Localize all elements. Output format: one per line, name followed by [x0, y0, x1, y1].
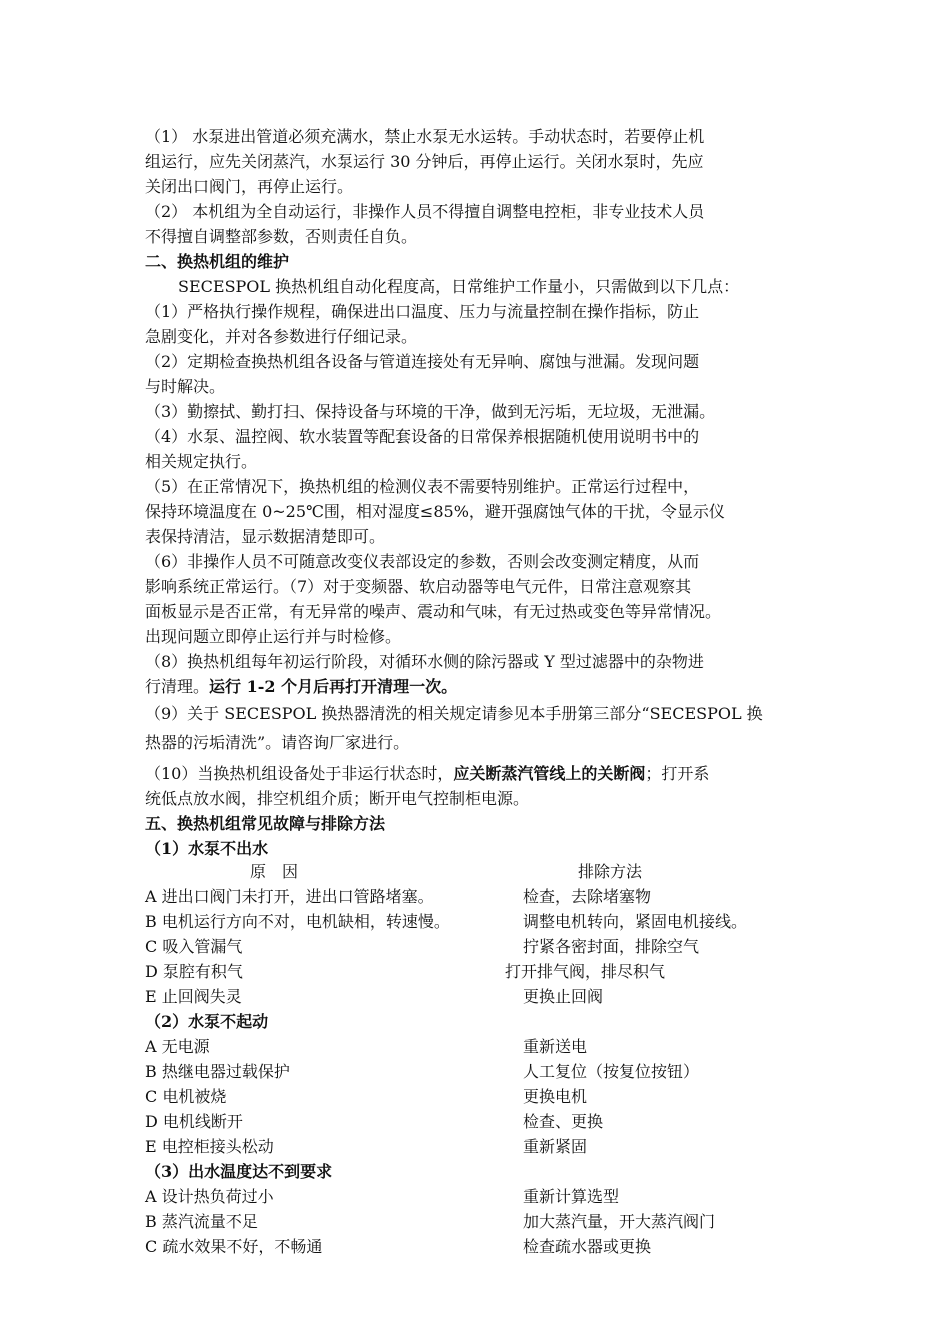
paragraph-line: 组运行，应先关闭蒸汽，水泵运行 30 分钟后，再停止运行。关闭水泵时，先应: [145, 152, 704, 171]
paragraph-line: （5）在正常情况下，换热机组的检测仪表不需要特别维护。正常运行过程中，: [145, 477, 700, 496]
fault-cause: B 蒸汽流量不足: [145, 1212, 258, 1231]
fault-cause: C 吸入管漏气: [145, 937, 243, 956]
fault-cause: A 进出口阀门未打开，进出口管路堵塞。: [145, 887, 434, 906]
subsection-title: （3）出水温度达不到要求: [145, 1162, 333, 1181]
fault-cause: A 无电源: [145, 1037, 210, 1056]
fault-cause: D 泵腔有积气: [145, 962, 243, 981]
paragraph-line: （1） 水泵进出管道必须充满水，禁止水泵无水运转。手动状态时，若要停止机: [145, 127, 705, 146]
paragraph-line: （2） 本机组为全自动运行，非操作人员不得擅自调整电控柜，非专业技术人员: [145, 202, 705, 221]
paragraph-line: 影响系统正常运行。（7）对于变频器、软启动器等电气元件，日常注意观察其: [145, 577, 692, 596]
paragraph-line: 表保持清洁，显示数据清楚即可。: [145, 527, 386, 546]
fault-fix: 加大蒸汽量，开大蒸汽阀门: [523, 1212, 716, 1231]
fault-fix: 重新送电: [523, 1037, 588, 1056]
paragraph-line: 热器的污垢清洗”。请咨询厂家进行。: [145, 733, 410, 752]
paragraph-text: ；打开系: [645, 764, 710, 783]
paragraph-line: 关闭出口阀门，再停止运行。: [145, 177, 354, 196]
paragraph-line: 出现问题立即停止运行并与时检修。: [145, 627, 402, 646]
paragraph-text: 行清理。: [145, 677, 210, 696]
fault-fix: 更换止回阀: [523, 987, 604, 1006]
fault-cause: E 电控柜接头松动: [145, 1137, 274, 1156]
fault-cause: C 电机被烧: [145, 1087, 227, 1106]
paragraph-line: 不得擅自调整部参数，否则责任自负。: [145, 227, 418, 246]
subsection-title: （1）水泵不出水: [145, 839, 269, 858]
fault-fix: 调整电机转向，紧固电机接线。: [523, 912, 748, 931]
paragraph-line: 急剧变化，并对各参数进行仔细记录。: [145, 327, 418, 346]
paragraph-line: （3）勤擦拭、勤打扫、保持设备与环境的干净，做到无污垢，无垃圾，无泄漏。: [145, 402, 716, 421]
column-header-cause: 原 因: [250, 862, 299, 881]
fault-fix: 人工复位（按复位按钮）: [523, 1062, 700, 1081]
fault-cause: B 热继电器过载保护: [145, 1062, 290, 1081]
fault-fix: 检查、更换: [523, 1112, 604, 1131]
fault-fix: 拧紧各密封面，排除空气: [523, 937, 700, 956]
paragraph-line: 保持环境温度在 0~25℃围，相对湿度≤85%，避开强腐蚀气体的干扰，令显示仪: [145, 502, 725, 521]
paragraph-line: （1）严格执行操作规程，确保进出口温度、压力与流量控制在操作指标，防止: [145, 302, 700, 321]
fault-fix: 检查，去除堵塞物: [523, 887, 652, 906]
fault-cause: E 止回阀失灵: [145, 987, 242, 1006]
fault-fix: 重新计算选型: [523, 1187, 620, 1206]
paragraph-line: （4）水泵、温控阀、软水装置等配套设备的日常保养根据随机使用说明书中的: [145, 427, 700, 446]
paragraph-line: （8）换热机组每年初运行阶段，对循环水侧的除污器或 Y 型过滤器中的杂物进: [145, 652, 704, 671]
fault-fix: 重新紧固: [523, 1137, 588, 1156]
paragraph-line: （6）非操作人员不可随意改变仪表部设定的参数，否则会改变测定精度，从而: [145, 552, 700, 571]
fault-fix: 打开排气阀，排尽积气: [505, 962, 666, 981]
paragraph-line: 统低点放水阀，排空机组介质；断开电气控制柜电源。: [145, 789, 530, 808]
paragraph-line: （9）关于 SECESPOL 换热器清洗的相关规定请参见本手册第三部分“SECESPOL 换: [145, 704, 763, 723]
paragraph-line: [145, 764, 709, 784]
paragraph-text: （10）当换热机组设备处于非运行状态时，: [145, 764, 454, 783]
paragraph-line: 相关规定执行。: [145, 452, 258, 471]
column-header-fix: 排除方法: [578, 862, 643, 881]
fault-cause: B 电机运行方向不对，电机缺相，转速慢。: [145, 912, 450, 931]
paragraph-line: 面板显示是否正常，有无异常的噪声、震动和气味，有无过热或变色等异常情况。: [145, 602, 722, 621]
section-heading: 二、换热机组的维护: [145, 252, 290, 271]
fault-cause: A 设计热负荷过小: [145, 1187, 274, 1206]
paragraph-line: （2）定期检查换热机组各设备与管道连接处有无异响、腐蚀与泄漏。发现问题: [145, 352, 700, 371]
section-heading: 五、换热机组常见故障与排除方法: [145, 814, 386, 833]
emphasis-text: 运行 1-2 个月后再打开清理一次。: [209, 677, 458, 696]
fault-cause: D 电机线断开: [145, 1112, 243, 1131]
fault-cause: C 疏水效果不好，不畅通: [145, 1237, 323, 1256]
paragraph-line: SECESPOL 换热机组自动化程度高，日常维护工作量小，只需做到以下几点：: [178, 277, 740, 296]
emphasis-text: 应关断蒸汽管线上的关断阀: [453, 764, 646, 783]
fault-fix: 更换电机: [523, 1087, 588, 1106]
subsection-title: （2）水泵不起动: [145, 1012, 269, 1031]
paragraph-line: 与时解决。: [145, 377, 226, 396]
paragraph-line: [145, 677, 457, 697]
fault-fix: 检查疏水器或更换: [523, 1237, 652, 1256]
